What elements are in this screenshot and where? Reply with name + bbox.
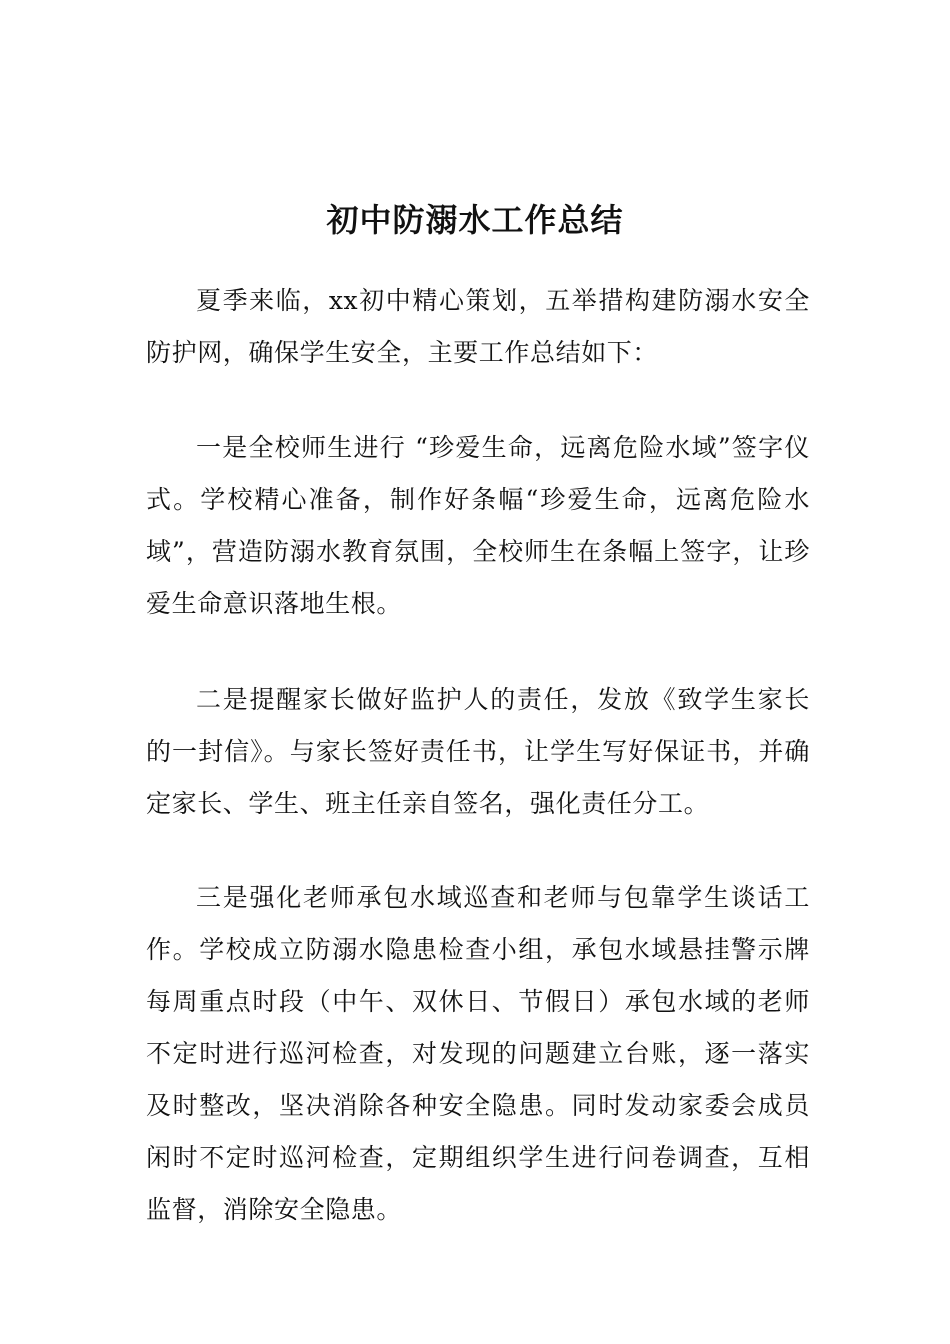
paragraph-measure-one: 一是全校师生进行 “珍爱生命，远离危险水域”签字仪式。学校精心准备，制作好条幅“珍爱生命，远离危险水域”，营造防溺水教育氛围，全校师生在条幅上签字，让珍爱生命意识落地生根。 — [146, 433, 810, 618]
paragraph-measure-three: 三是强化老师承包水域巡查和老师与包靠学生谈话工作。学校成立防溺水隐患检查小组，承包水域悬挂警示牌每周重点时段（中午、双休日、节假日）承包水域的老师不定时进行巡河检查，对发现的问题建立台账，逐一落实及时整改，坚决消除各种安全隐患。同时发动家委会成员闲时不定时巡河检查，定期组织学生进行问卷调查，互相监督，消除安全隐患。 — [146, 883, 810, 1224]
paragraph-intro: 夏季来临，xx初中精心策划，五举措构建防溺水安全防护网，确保学生安全，主要工作总结如下： — [146, 286, 810, 367]
document-title: 初中防溺水工作总结 — [326, 201, 624, 240]
paragraph-measure-two: 二是提醒家长做好监护人的责任，发放《致学生家长的一封信》。与家长签好责任书，让学生写好保证书，并确定家长、学生、班主任亲自签名，强化责任分工。 — [146, 685, 810, 818]
